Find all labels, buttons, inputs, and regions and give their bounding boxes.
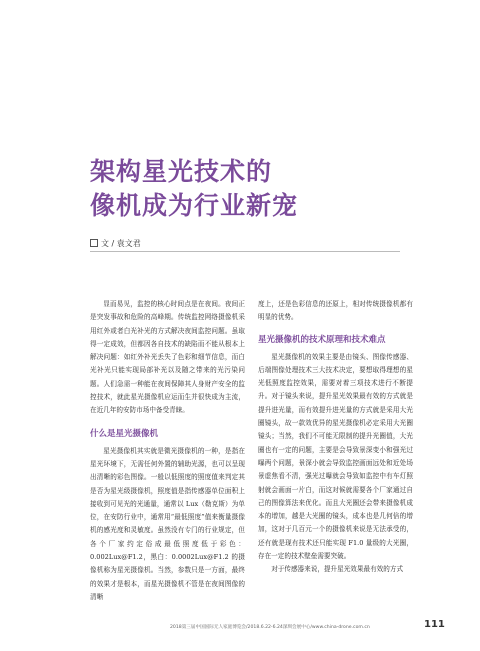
- square-icon: [90, 239, 98, 247]
- left-column: [90, 298, 245, 604]
- section-heading-what-is: 什么是星光摄像机: [90, 428, 159, 439]
- article-title-line1: 架构星光技术的: [90, 157, 273, 186]
- intro-paragraph: 显而易见，监控的核心时间点是在夜间。夜间正是突发事故和危险的高峰期。传统监控网络摄像机采用红外或者白光补光的方式解决夜间监控问题。虽取得一定成效，但都因各自技术的缺陷而不能从根本上解决问题：如红外补光丢失了色彩和细节信息，而白光补光只能实现局部补光以及随之带来的光污染问题。人们急需一种能在夜间保障其人身财产安全的监控技术，就此星光摄像机应运而生并很快成为主流，在近几年的安防市场中备受青睐。: [90, 300, 245, 415]
- article-title-line2: 像机成为行业新宠: [90, 191, 299, 220]
- article-title: [90, 155, 298, 223]
- continued-paragraph: 度上，还是色彩信息的还原上，相对传统摄像机都有明显的优势。: [258, 300, 413, 322]
- section-heading-principles: 星光摄像机的技术原理和技术难点: [258, 334, 386, 345]
- divider: [90, 251, 400, 252]
- page-number: 111: [424, 619, 445, 630]
- definition-paragraph: 星光摄像机其实就是微光摄像机的一种，是指在星光环境下，无需任何外置的辅助光源，也可以呈现出清晰的彩色图像。一般以低照度的照度值来判定其是否为星光级摄像机，照度值是指传感器单位面积上接收到可见光的光通量，通常以 Lux（勒克斯）为单位，在安防行业中，通常用“最低照度”值来衡量摄像机的感光度和灵敏度。虽然没有专门的行业规定，但各个厂家约定俗成最低照度低于彩色：0.002Lux@F1.2，黑白：0.0002Lux@F1.2 的摄像机称为星光摄像机。当然，参数只是一方面，最终的效果才是根本，而星光摄像机不管是在夜间图像的清晰: [90, 446, 245, 601]
- sensor-paragraph: 对于传感器来说，提升星光效果最有效的方式: [271, 565, 404, 574]
- right-column: [258, 298, 413, 577]
- author-text: 文 / 袁文君: [101, 239, 141, 248]
- page-footer: 2018第三届中国国际无人家庭博览会/2018.6.22-6.24深圳会展中心/www.china-drone.com.cn: [170, 625, 370, 630]
- principles-paragraph: 星光摄像机的效果主要是由镜头、图像传感器、后端图像处理技术三大技术决定，要想取得理想的星光低照度监控效果，需要对着三项技术进行不断提升。对于镜头来说，提升星光效果最有效的方式就是提升进光量，而有效提升进光量的方式就是采用大光圈镜头，故一款效优异的星光摄像机必定采用大光圈镜头；当然，我们不可能无限制的提升光圈值，大光圈也有一定的问题，主要是会导致景深变小和强光过曝两个问题，景深小就会导致监控画面远处和近处场景虚焦看不清，强光过曝就会导致如监控中有车灯照射就会画面一片白，而这对候就需要各个厂家通过自己的图像算法来优化。而且大光圈还会带来摄像机成本的增加，越是大光圈的镜头，成本也是几何倍的增加，这对于几百元一个的摄像机来说是无法承受的，还有就是现有技术还只能实现 F1.0 量级的大光圈，存在一定的技术壁垒需要突破。: [258, 352, 413, 561]
- author-byline: [90, 238, 141, 249]
